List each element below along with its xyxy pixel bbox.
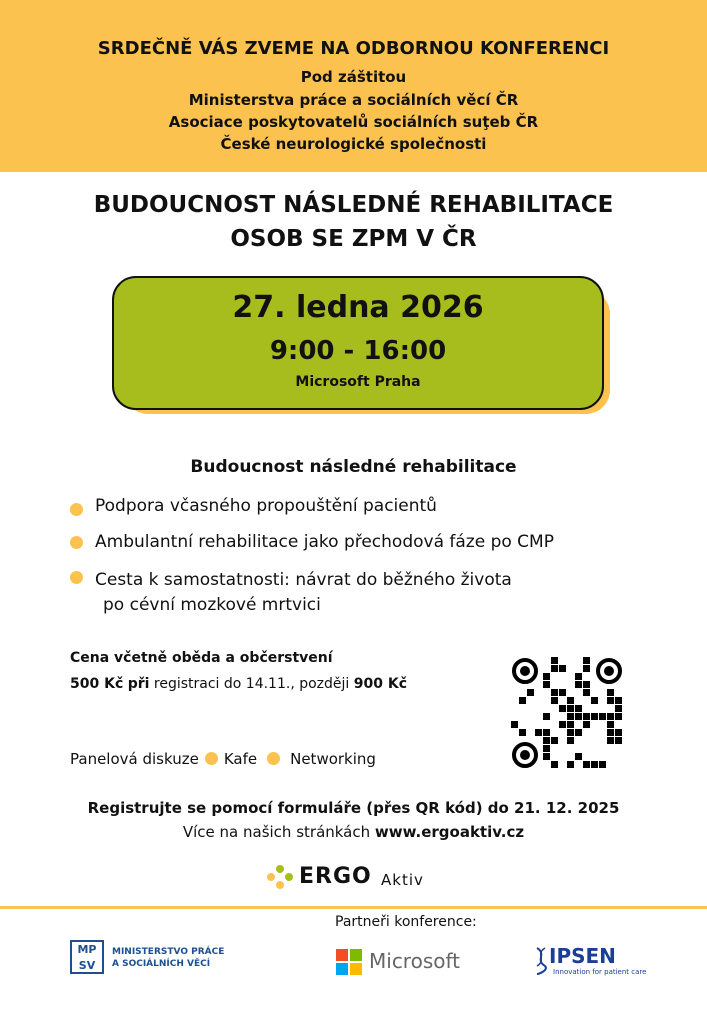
qr-module (543, 745, 550, 752)
price-late: 900 Kč (353, 676, 407, 692)
qr-module (599, 713, 606, 720)
qr-module (567, 697, 574, 704)
qr-module (567, 729, 574, 736)
ipsen-tagline: Innovation for patient care (553, 968, 647, 976)
qr-module (607, 737, 614, 744)
ergo-leaf-icon (266, 864, 294, 890)
conference-title-line1: BUDOUCNOST NÁSLEDNÉ REHABILITACE (93, 192, 614, 218)
mpsv-logo (70, 940, 260, 976)
ipsen-helix-icon (533, 946, 549, 976)
qr-module (551, 761, 558, 768)
topic-item-3-cont: po cévní mozkové mrtvici (103, 595, 321, 615)
price-heading: Cena včetně oběda a občerstvení (70, 650, 333, 666)
partners-label: Partneři konference: (335, 914, 477, 930)
price-mid: registraci do 14.11., později (149, 676, 354, 692)
qr-code[interactable] (511, 657, 623, 769)
qr-module (575, 753, 582, 760)
qr-module (583, 665, 590, 672)
topic-item-3: Cesta k samostatnosti: návrat do běžného života (95, 570, 512, 590)
topic-item-1: Podpora včasného propouštění pacientů (95, 496, 437, 516)
extras-dot (205, 752, 218, 765)
qr-module (519, 729, 526, 736)
qr-module (607, 729, 614, 736)
qr-module (615, 697, 622, 704)
price-pri: při (127, 676, 150, 692)
program-extras (70, 750, 376, 768)
qr-module (559, 721, 566, 728)
ipsen-logo (533, 944, 653, 980)
qr-module (567, 713, 574, 720)
qr-module (607, 713, 614, 720)
qr-module (607, 721, 614, 728)
qr-module (607, 689, 614, 696)
qr-module (575, 673, 582, 680)
qr-module (551, 657, 558, 664)
mpsv-emblem: MP SV (70, 940, 104, 974)
qr-module (575, 729, 582, 736)
price-early: 500 Kč (70, 676, 124, 692)
invitation-line: SRDEČNĚ VÁS ZVEME NA ODBORNOU KONFERENCI (97, 38, 610, 59)
website-line (0, 823, 707, 841)
qr-module (615, 705, 622, 712)
qr-module (559, 689, 566, 696)
qr-module (583, 689, 590, 696)
qr-module (583, 761, 590, 768)
bullet-dot (70, 503, 83, 516)
qr-module (519, 697, 526, 704)
microsoft-wordmark: Microsoft (369, 949, 461, 973)
event-venue: Microsoft Praha (295, 374, 421, 390)
bullet-dot (70, 571, 83, 584)
qr-module (527, 689, 534, 696)
qr-module (567, 721, 574, 728)
qr-module (575, 713, 582, 720)
registration-note: Registrujte se pomocí formuláře (přes QR kód) do 21. 12. 2025 (87, 799, 620, 817)
extra-networking: Networking (290, 750, 376, 768)
extras-dot (267, 752, 280, 765)
qr-module (543, 737, 550, 744)
topic-item-2: Ambulantní rehabilitace jako přechodová fáze po CMP (95, 532, 554, 552)
qr-module (543, 729, 550, 736)
qr-module (599, 761, 606, 768)
qr-module (559, 665, 566, 672)
qr-module (543, 681, 550, 688)
footer-divider (0, 906, 707, 909)
conference-title-line2: OSOB SE ZPM V ČR (230, 226, 477, 252)
bullet-dot (70, 536, 83, 549)
patron-neurology: České neurologické společnosti (220, 135, 487, 153)
qr-module (543, 673, 550, 680)
website-link[interactable]: www.ergoaktiv.cz (374, 823, 525, 841)
mpsv-name-line1: MINISTERSTVO PRÁCE (112, 947, 225, 957)
qr-module (567, 737, 574, 744)
qr-module (615, 729, 622, 736)
website-prefix: Více na našich stránkách (182, 823, 375, 841)
topics-heading: Budoucnost následné rehabilitace (190, 457, 517, 477)
qr-module (591, 713, 598, 720)
qr-module (559, 705, 566, 712)
extra-coffee: Kafe (223, 750, 258, 768)
qr-module (543, 753, 550, 760)
ipsen-wordmark: IPSEN (549, 944, 616, 968)
qr-module (591, 761, 598, 768)
price-line (70, 674, 407, 694)
qr-module (551, 689, 558, 696)
qr-module (615, 737, 622, 744)
qr-module (567, 705, 574, 712)
event-time: 9:00 - 16:00 (269, 336, 447, 366)
patronage-label: Pod záštitou (300, 68, 407, 86)
microsoft-logo (336, 947, 466, 977)
qr-module (607, 697, 614, 704)
qr-module (567, 761, 574, 768)
qr-module (551, 697, 558, 704)
qr-module (583, 721, 590, 728)
qr-module (575, 705, 582, 712)
ergo-aktiv-logo (266, 862, 446, 892)
qr-module (591, 697, 598, 704)
qr-module (511, 721, 518, 728)
patron-ministry: Ministerstva práce a sociálních věcí ČR (188, 91, 519, 109)
qr-module (575, 681, 582, 688)
qr-module (583, 681, 590, 688)
qr-module (583, 657, 590, 664)
qr-module (583, 713, 590, 720)
qr-module (535, 729, 542, 736)
qr-module (551, 737, 558, 744)
mpsv-name (112, 946, 224, 970)
patron-association: Asociace poskytovatelů sociálních suţeb ČR (168, 113, 539, 131)
qr-module (615, 713, 622, 720)
qr-module (543, 713, 550, 720)
microsoft-windows-icon (336, 949, 362, 975)
extra-panel: Panelová diskuze (70, 750, 199, 768)
date-box (112, 276, 604, 410)
mpsv-name-line2: A SOCIÁLNÍCH VĚCÍ (112, 959, 211, 969)
ergo-subword: Aktiv (381, 871, 424, 889)
header-banner (0, 0, 707, 172)
ergo-wordmark: ERGO (299, 864, 372, 889)
event-date: 27. ledna 2026 (232, 290, 484, 325)
qr-module (551, 665, 558, 672)
